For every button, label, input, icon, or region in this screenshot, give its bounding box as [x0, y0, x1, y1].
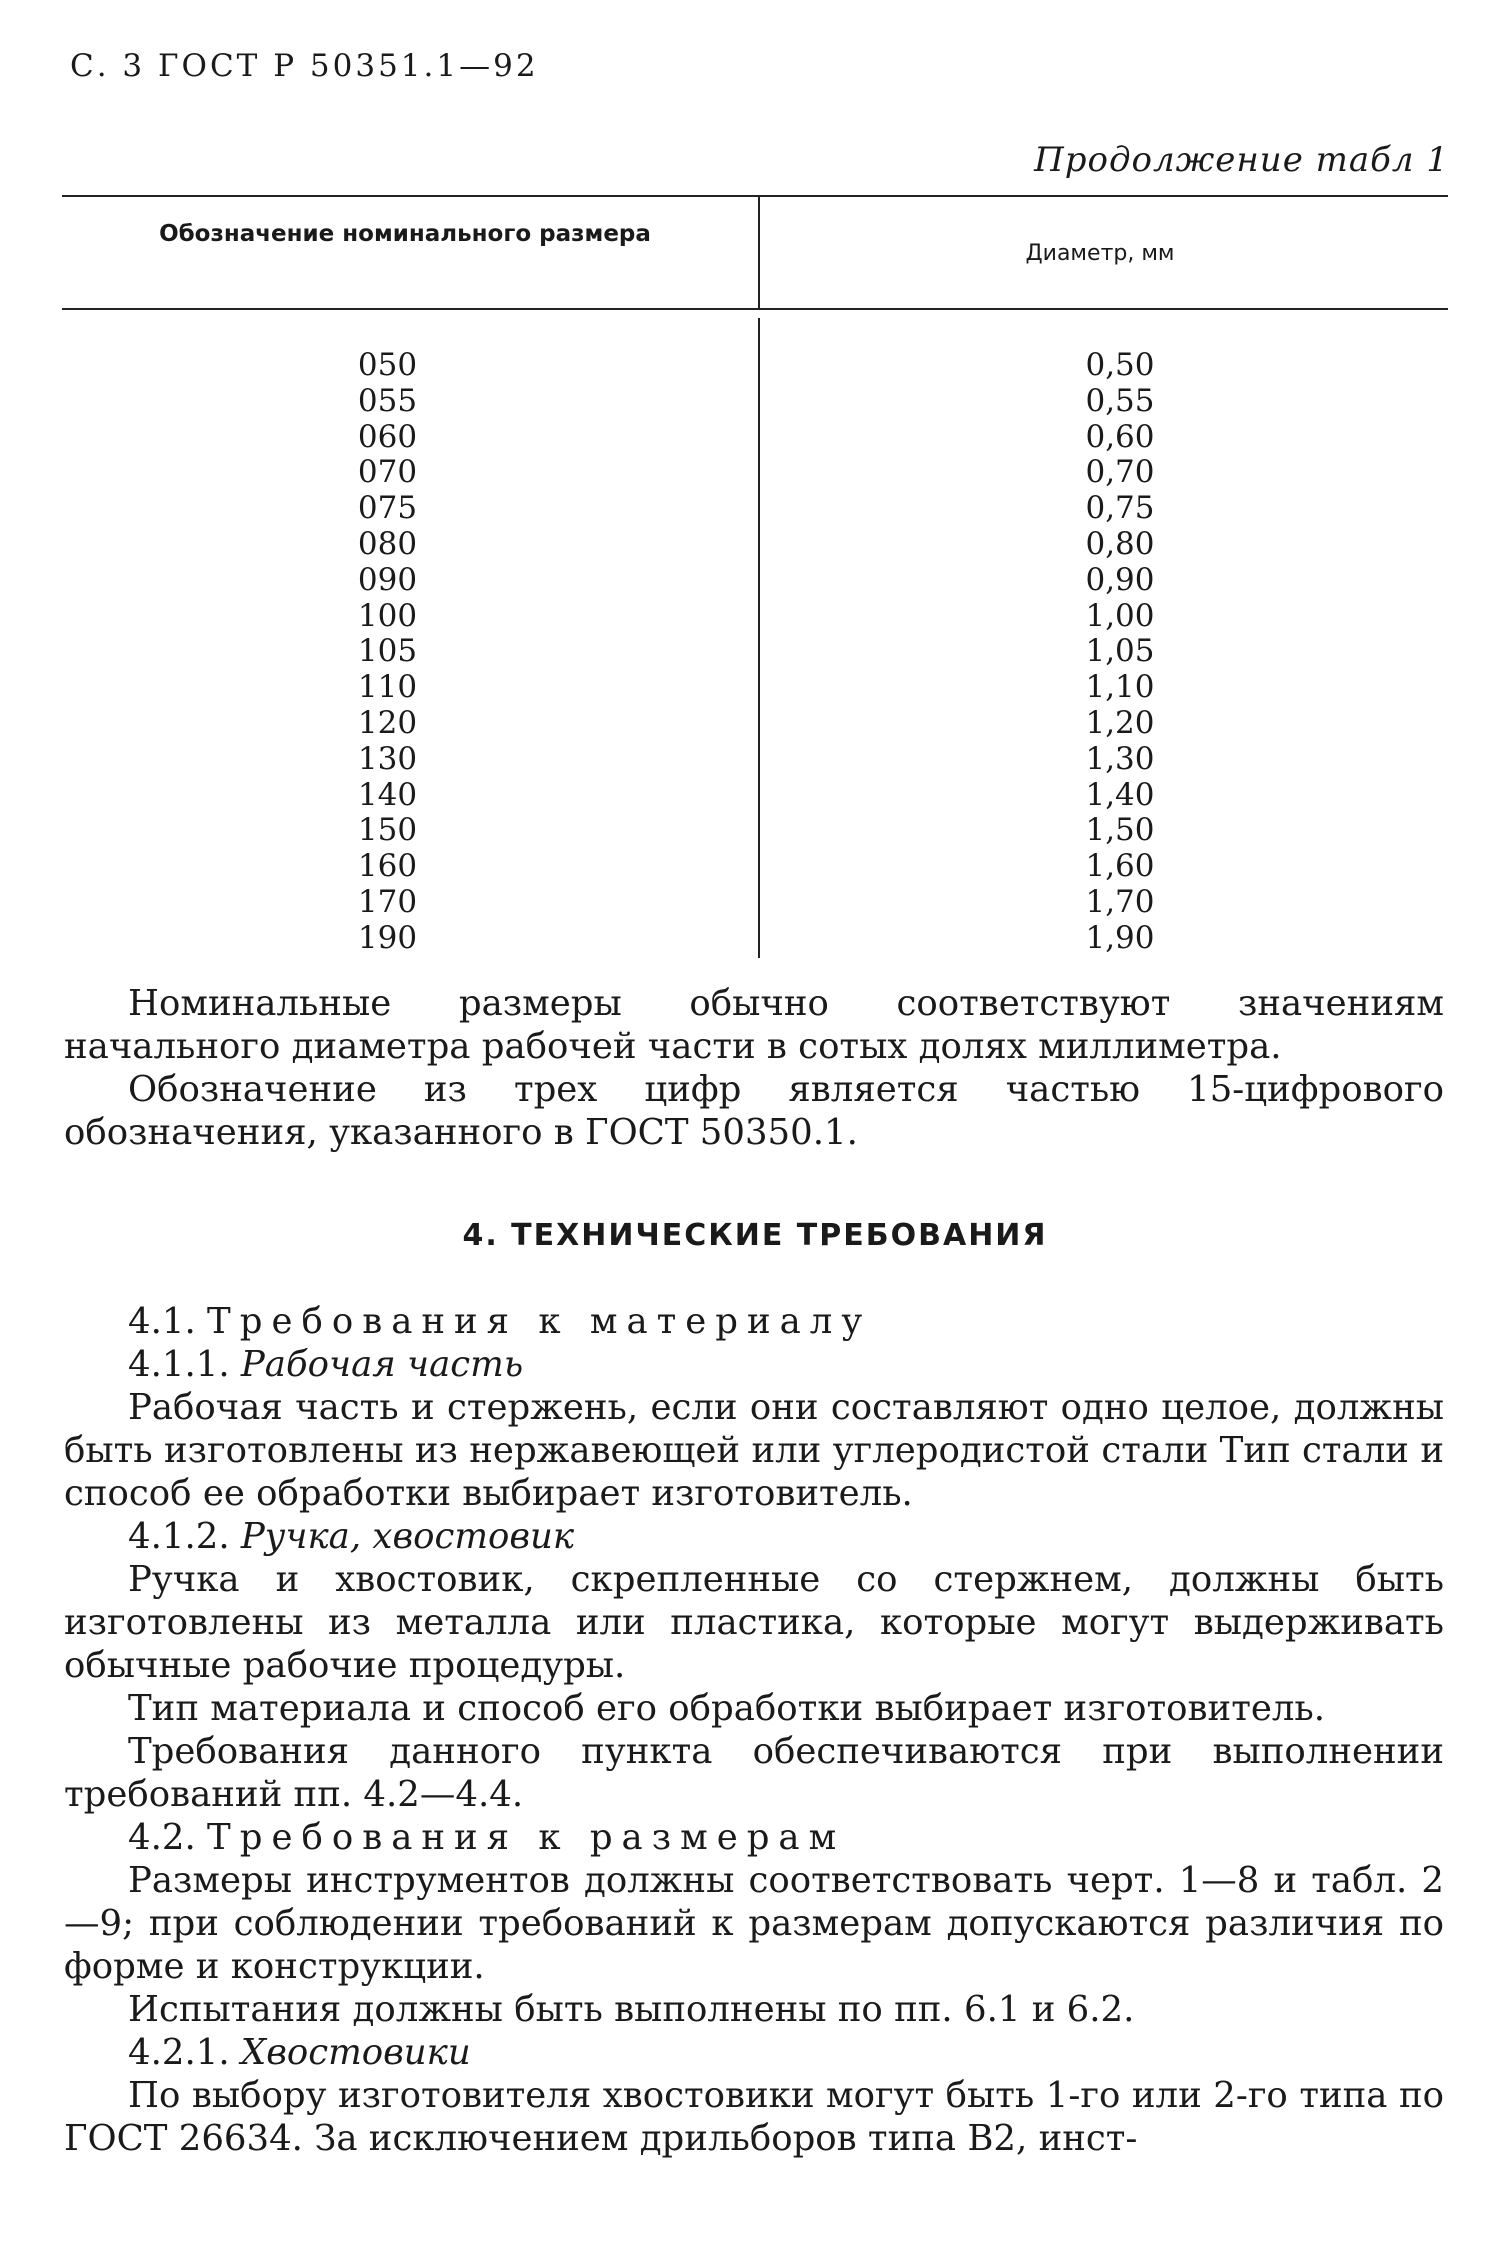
clause-number: 4.1.1.: [128, 1344, 230, 1385]
table-header-divider: [758, 195, 760, 308]
designation-cell: 160: [357, 848, 418, 885]
designation-cell: 080: [357, 525, 418, 562]
diameter-cell: 0,90: [1085, 561, 1155, 598]
designation-cell: 190: [357, 919, 418, 956]
subsection-heading: [64, 1300, 1444, 1343]
clause-text: Ручка и хвостовик, скрепленные со стержнем, должны быть изготовлены из металла или пластика, которые могут выдерживать обычные рабочие процедуры.: [64, 1559, 1444, 1686]
clause-title: Хвостовики: [240, 2032, 471, 2073]
clause-heading: [64, 1515, 1444, 1558]
designation-cell: 100: [357, 597, 418, 634]
designation-cell: 170: [357, 883, 418, 920]
diameter-cell: 1,30: [1085, 740, 1155, 777]
clause-number: 4.2.1.: [128, 2032, 230, 2073]
designation-cell: 120: [357, 704, 418, 741]
subsection-heading: [64, 1816, 1444, 1859]
clause-number: 4.1.2.: [128, 1516, 230, 1557]
section-title: 4. ТЕХНИЧЕСКИЕ ТРЕБОВАНИЯ: [462, 1218, 1048, 1253]
diameter-cell: 1,50: [1085, 812, 1155, 849]
designation-cell: 150: [357, 812, 418, 849]
designation-cell: 060: [357, 418, 418, 455]
diameter-cell: 0,70: [1085, 454, 1155, 491]
diameter-cell: 1,05: [1085, 633, 1155, 670]
designation-cell: 110: [357, 669, 418, 706]
diameter-cell: 1,60: [1085, 848, 1155, 885]
clause-text: Требования данного пункта обеспечиваются при выполнении требований пп. 4.2—4.4.: [64, 1731, 1444, 1815]
clause-text: Испытания должны быть выполнены по пп. 6.1 и 6.2.: [128, 1989, 1135, 2030]
diameter-cell: 1,20: [1085, 704, 1155, 741]
note-paragraph: Номинальные размеры обычно соответствуют значениям начального диаметра рабочей части в сотых долях миллиметра.: [64, 983, 1444, 1067]
subsection-title: Требования к размерам: [207, 1817, 846, 1858]
table-header-rule: [62, 308, 1448, 310]
clause-text: Тип материала и способ его обработки выбирает изготовитель.: [128, 1688, 1326, 1729]
section-body: [64, 1300, 1444, 2160]
table-top-rule: [62, 195, 1448, 197]
clause-title: Рабочая часть: [240, 1344, 524, 1385]
table-continued-label: Продолжение табл 1: [1034, 140, 1449, 180]
subsection-title: Требования к материалу: [207, 1301, 872, 1342]
diameter-cell: 0,50: [1085, 347, 1155, 383]
designation-cell: 140: [357, 776, 418, 813]
column-header-diameter: Диаметр, мм: [1025, 241, 1175, 266]
diameter-cell: 0,80: [1085, 525, 1155, 562]
diameter-cell: 1,40: [1085, 776, 1155, 813]
designation-cell: 105: [357, 633, 418, 670]
clause-text: Рабочая часть и стержень, если они составляют одно целое, должны быть изготовлены из нержавеющей или углеродистой стали Тип стали и способ ее обработки выбирает изготовитель.: [64, 1387, 1444, 1514]
diameter-cell: 1,00: [1085, 597, 1155, 634]
designation-cell: 090: [357, 561, 418, 598]
designation-cell: 075: [357, 490, 418, 527]
clause-text: По выбору изготовителя хвостовики могут быть 1-го или 2-го типа по ГОСТ 26634. За исключением дрильборов типа В2, инст-: [64, 2075, 1444, 2159]
column-header-designation: Обозначение номинального размера: [159, 221, 651, 247]
designation-cell: 050: [357, 347, 418, 383]
diameter-cell: 0,60: [1085, 418, 1155, 455]
subsection-number: 4.2.: [128, 1817, 196, 1858]
designation-cell: 070: [357, 454, 418, 491]
diameter-cell: 0,75: [1085, 490, 1155, 527]
designation-cell: 130: [357, 740, 418, 777]
page-header: С. 3 ГОСТ Р 50351.1—92: [70, 48, 539, 84]
designation-column: [250, 348, 525, 957]
note-paragraph: Обозначение из трех цифр является частью 15-цифрового обозначения, указанного в ГОСТ 50350.1.: [64, 1069, 1444, 1153]
notes-block: [64, 982, 1444, 1154]
clause-heading: [64, 2031, 1444, 2074]
diameter-cell: 0,55: [1085, 382, 1155, 419]
subsection-number: 4.1.: [128, 1301, 196, 1342]
clause-text: Размеры инструментов должны соответствовать черт. 1—8 и табл. 2—9; при соблюдении требований к размерам допускаются различия по форме и конструкции.: [64, 1860, 1444, 1987]
designation-cell: 055: [357, 382, 418, 419]
diameter-cell: 1,10: [1085, 669, 1155, 706]
diameter-cell: 1,90: [1085, 919, 1155, 956]
diameter-cell: 1,70: [1085, 883, 1155, 920]
clause-title: Ручка, хвостовик: [240, 1516, 575, 1557]
clause-heading: [64, 1343, 1444, 1386]
diameter-column: [990, 348, 1250, 957]
table-body-divider: [758, 318, 760, 958]
